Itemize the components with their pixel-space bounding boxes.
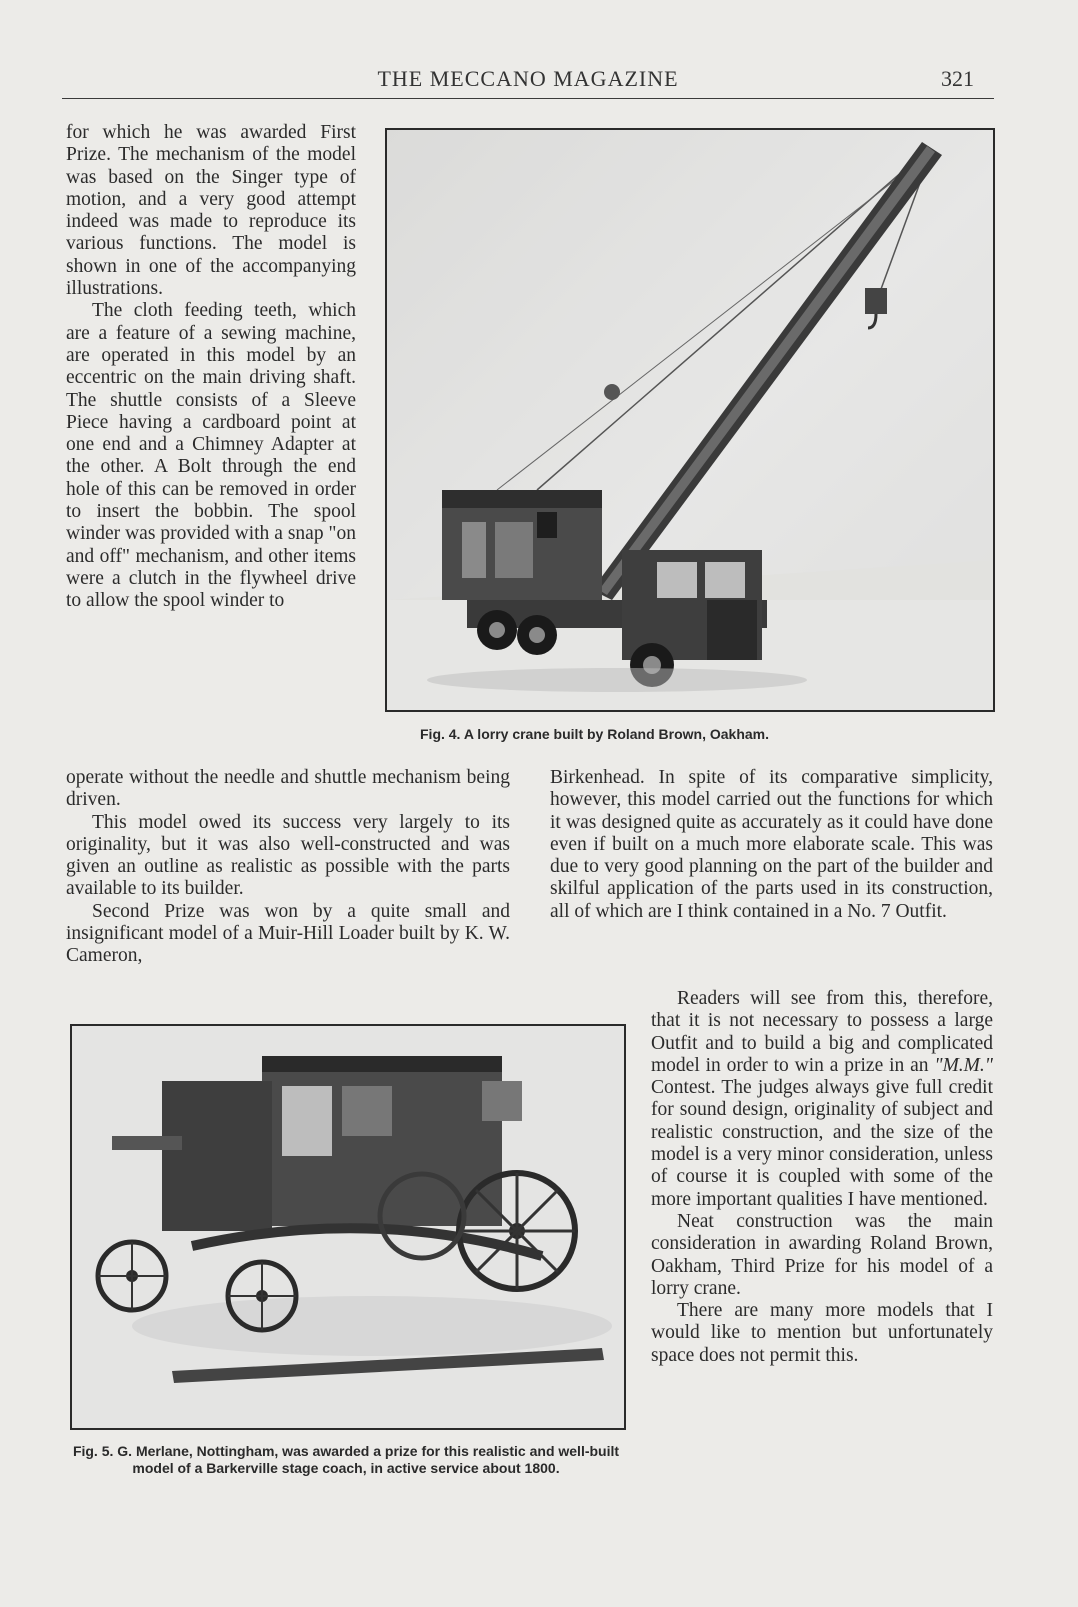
column-right-lower bbox=[651, 988, 993, 1367]
paragraph: for which he was awarded First Prize. The mechanism of the model was based on the Singer type of motion, and a very good attempt indeed was made to reproduce its various functions. The model is shown in one of the accompanying illustrations. bbox=[66, 122, 356, 300]
paragraph: Neat construction was the main consideration in awarding Roland Brown, Oakham, Third Prize for his model of a lorry crane. bbox=[651, 1210, 993, 1299]
stage-coach-illustration bbox=[72, 1026, 624, 1428]
paragraph-text: Readers will see from this, therefore, that it is not necessary to possess a large Outfit and to build a big and complicated model in order to win a prize in an bbox=[651, 988, 993, 1076]
paragraph: This model owed its success very largely to its originality, but it was also well-constructed and was given an outline as realistic as possible with the parts available to its builder. bbox=[66, 811, 510, 900]
figure-stage-coach-photo bbox=[70, 1024, 626, 1430]
column-left-lower bbox=[66, 767, 510, 968]
page-number: 321 bbox=[941, 66, 974, 91]
paragraph: The cloth feeding teeth, which are a feature of a sewing machine, are operated in this model by an eccentric on the main driving shaft. The shuttle consists of a Sleeve Piece having a cardboard point at one end and a Chimney Adapter at the other. A Bolt through the end hole of this can be removed in order to insert the bobbin. The spool winder was provided with a snap "on and off" mechanism, and other items were a clutch in the flywheel drive to allow the spool winder to bbox=[66, 300, 356, 612]
paragraph: Second Prize was won by a quite small and insignificant model of a Muir-Hill Loader built by K. W. Cameron, bbox=[66, 900, 510, 967]
column-right-middle bbox=[550, 767, 993, 923]
magazine-title: THE MECCANO MAGAZINE bbox=[377, 66, 679, 91]
paragraph bbox=[651, 988, 993, 1211]
figure-5-caption: Fig. 5. G. Merlane, Nottingham, was awarded a prize for this realistic and well-built model of a Barkerville stage coach, in active service about 1800. bbox=[72, 1443, 620, 1476]
figure-lorry-crane-photo bbox=[385, 128, 995, 712]
figure-4-caption: Fig. 4. A lorry crane built by Roland Brown, Oakham. bbox=[420, 726, 770, 742]
running-header bbox=[62, 66, 994, 99]
column-left-upper bbox=[66, 122, 356, 613]
magazine-abbreviation: "M.M." bbox=[934, 1054, 993, 1076]
paragraph: operate without the needle and shuttle mechanism being driven. bbox=[66, 767, 510, 811]
paragraph: Birkenhead. In spite of its comparative simplicity, however, this model carried out the functions for which it was designed quite as accurately as it could have done even if built on a much more elaborate scale. This was due to very good planning on the part of the builder and skilful application of the parts used in its construction, all of which are I think contained in a No. 7 Outfit. bbox=[550, 767, 993, 922]
lorry-crane-illustration bbox=[387, 130, 993, 710]
paragraph: There are many more models that I would like to mention but unfortunately space does not permit this. bbox=[651, 1300, 993, 1366]
paragraph-text: Contest. The judges always give full credit for sound design, originality of subject and realistic construction, and the size of the model is a very minor consideration, unless of course it is coupled with some of the more important qualities I have mentioned. bbox=[651, 1077, 993, 1210]
